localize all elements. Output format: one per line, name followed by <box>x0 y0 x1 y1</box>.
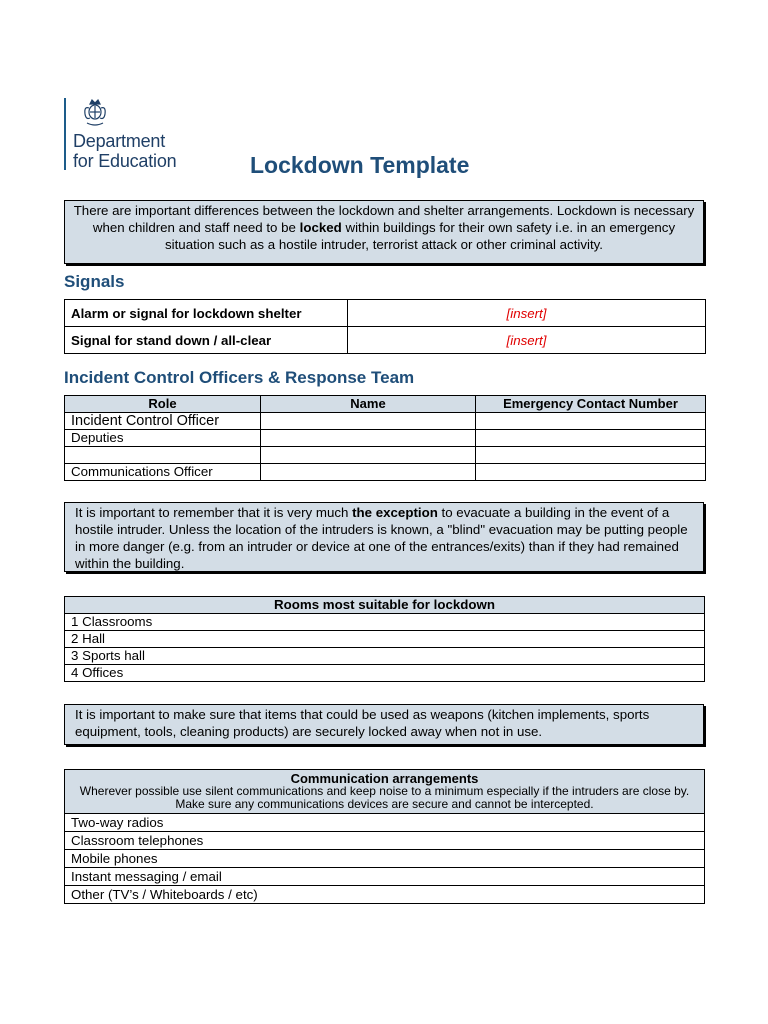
table-row <box>65 868 705 886</box>
role-cell: Incident Control Officer <box>65 413 261 430</box>
room-item: 2 Hall <box>65 631 705 648</box>
name-cell[interactable] <box>261 464 476 481</box>
comms-item: Classroom telephones <box>65 832 705 850</box>
table-row <box>65 832 705 850</box>
logo-text-for-education: for Education <box>73 151 177 171</box>
royal-crest-icon <box>80 98 110 128</box>
logo-text-department: Department <box>73 131 166 151</box>
signals-table <box>64 299 706 354</box>
name-cell[interactable] <box>261 447 476 464</box>
comms-table <box>64 769 705 904</box>
table-row <box>65 447 706 464</box>
team-heading: Incident Control Officers & Response Team <box>64 368 415 387</box>
table-row <box>65 327 706 354</box>
table-row <box>65 648 705 665</box>
role-cell <box>65 447 261 464</box>
team-table <box>64 395 706 481</box>
contact-cell[interactable] <box>476 430 706 447</box>
weapons-text: It is important to make sure that items that could be used as weapons (kitchen implements, sports equipment, tools, cleaning products) are securely locked away when not in use. <box>75 707 650 739</box>
signal-label: Signal for stand down / all-clear <box>65 327 348 354</box>
table-row <box>65 814 705 832</box>
comms-item: Other (TV’s / Whiteboards / etc) <box>65 886 705 904</box>
column-header-contact: Emergency Contact Number <box>476 396 706 413</box>
table-row <box>65 413 706 430</box>
evacuation-text-2: to evacuate a building in the event of a hostile intruder. Unless the location of the intruders is known, a "blind" evacuation may be putting people in more danger (e.g. from an intruder or device at one of the entrances/exits) than if they had remained within the building. <box>75 505 688 571</box>
comms-item: Two-way radios <box>65 814 705 832</box>
comms-item: Mobile phones <box>65 850 705 868</box>
name-cell[interactable] <box>261 413 476 430</box>
table-row <box>65 614 705 631</box>
comms-header <box>65 770 705 814</box>
intro-callout <box>64 200 704 264</box>
evacuation-text-1: It is important to remember that it is very much <box>75 505 353 520</box>
column-header-name: Name <box>261 396 476 413</box>
table-row <box>65 665 705 682</box>
role-cell: Deputies <box>65 430 261 447</box>
table-row <box>65 464 706 481</box>
contact-cell[interactable] <box>476 464 706 481</box>
signal-value-input[interactable]: [insert] <box>348 327 706 354</box>
table-row <box>65 631 705 648</box>
page-title: Lockdown Template <box>250 152 470 178</box>
intro-text-2: within buildings for their own safety i.e. in an emergency situation such as a hostile intruder, terrorist attack or other criminal activity. <box>165 220 676 252</box>
table-row <box>65 850 705 868</box>
comms-heading: Communication arrangements <box>290 771 479 786</box>
table-header-row <box>65 396 706 413</box>
table-header-row <box>65 597 705 614</box>
role-cell: Communications Officer <box>65 464 261 481</box>
weapons-callout <box>64 704 704 745</box>
comms-subtext: Wherever possible use silent communications and keep noise to a minimum especially if the intruders are close by. Make sure any communications devices are secure and cannot be intercepted. <box>79 784 690 811</box>
name-cell[interactable] <box>261 430 476 447</box>
signals-heading: Signals <box>64 272 125 291</box>
room-item: 3 Sports hall <box>65 648 705 665</box>
contact-cell[interactable] <box>476 413 706 430</box>
table-row <box>65 430 706 447</box>
evacuation-text-bold: the exception <box>352 505 438 520</box>
rooms-heading: Rooms most suitable for lockdown <box>65 597 705 614</box>
signal-label: Alarm or signal for lockdown shelter <box>65 300 348 327</box>
evacuation-callout <box>64 502 704 572</box>
column-header-role: Role <box>65 396 261 413</box>
contact-cell[interactable] <box>476 447 706 464</box>
room-item: 4 Offices <box>65 665 705 682</box>
intro-text-bold: locked <box>299 220 342 235</box>
intro-text-1: There are important differences between the lockdown and shelter arrangements. Lockdown is necessary when children and staff need to be <box>73 203 695 235</box>
table-row <box>65 300 706 327</box>
room-item: 1 Classrooms <box>65 614 705 631</box>
comms-item: Instant messaging / email <box>65 868 705 886</box>
table-row <box>65 886 705 904</box>
logo-rule <box>64 98 66 170</box>
rooms-table <box>64 596 705 682</box>
table-header-row <box>65 770 705 814</box>
signal-value-input[interactable]: [insert] <box>348 300 706 327</box>
